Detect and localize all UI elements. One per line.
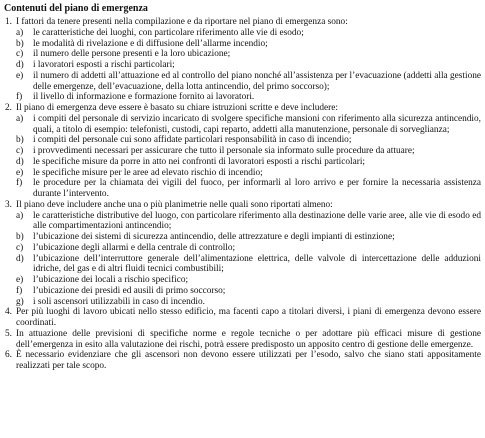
item-number: 1.: [5, 17, 12, 27]
sub-letter: e): [16, 275, 24, 285]
sub-item: [16, 28, 481, 39]
sub-letter: b): [16, 135, 24, 146]
sub-letter: d): [16, 253, 24, 264]
sub-letter: c): [16, 146, 24, 156]
item-text: Il piano deve includere anche una o più planimetrie nelle quali sono riportati almeno:: [16, 199, 333, 210]
sub-letter: d): [16, 156, 24, 167]
sub-text: i compiti del personale di servizio incaricato di svolgere specifiche mansioni con riferimento alla sicurezza antincendio, quali, a titolo di esempio: telefonisti, custodi, capi reparto, addetti alla manutenzione, personale di sorveglianza;: [33, 113, 481, 135]
list-item-6: [4, 350, 481, 372]
sub-letter: c): [16, 242, 24, 253]
sub-text: i lavoratori esposti a rischi particolari;: [33, 60, 175, 70]
sub-text: l’ubicazione dei sistemi di sicurezza antincendio, delle attrezzature e degli impianti di estinzione;: [33, 232, 395, 242]
item-number: 2.: [5, 103, 12, 113]
sub-letter: e): [16, 70, 24, 81]
sub-item: [16, 232, 481, 243]
sub-text: le caratteristiche dei luoghi, con particolare riferimento alle vie di esodo;: [33, 27, 304, 38]
list-item-3: [4, 200, 481, 211]
sub-letter: a): [16, 113, 24, 124]
sub-item: [16, 157, 481, 168]
sub-text: l’ubicazione dell’interruttore generale dell’alimentazione elettrica, delle valvole di intercettazione delle adduzioni idriche, del gas e di altri fluidi tecnici combustibili;: [33, 253, 481, 275]
item-text: In attuazione delle previsioni di specifiche norme e regole tecniche o per adottare più efficaci misure di gestione dell’emergenza in esito alla valutazione dei rischi, potrà essere predisposto un apposito centro di gestione delle emergenze.: [16, 328, 481, 350]
sub-item: [16, 60, 481, 71]
sub-letter: g): [16, 296, 24, 307]
item-number: 4.: [5, 307, 12, 318]
sub-text: i soli ascensori utilizzabili in caso di incendio.: [33, 296, 205, 307]
sub-item: [16, 297, 481, 308]
sub-letter: a): [16, 27, 24, 38]
sub-item: [16, 71, 481, 93]
sub-letter: d): [16, 60, 24, 70]
document-title: Contenuti del piano di emergenza: [4, 3, 148, 14]
sub-text: i provvedimenti necessari per assicurare che tutto il personale sia informato sulle procedure da attuare;: [33, 146, 415, 156]
sub-text: le procedure per la chiamata dei vigili del fuoco, per informarli al loro arrivo e per fornire la necessaria assistenza durante l’intervento.: [33, 178, 481, 199]
sub-item: [16, 254, 481, 276]
sub-item: [16, 114, 481, 136]
sub-text: il livello di informazione e formazione fornito ai lavoratori.: [33, 92, 255, 103]
sub-item: [16, 39, 481, 50]
sub-text: le caratteristiche distributive del luogo, con particolare riferimento alla destinazione delle varie aree, alle vie di esodo ed alle compartimentazioni antincendio;: [33, 210, 481, 232]
item-number: 3.: [5, 199, 12, 210]
sub-item: [16, 135, 481, 146]
list-item-5: [4, 329, 481, 351]
sub-letter: e): [16, 167, 24, 178]
sub-item: [16, 286, 481, 297]
item-text: Per più luoghi di lavoro ubicati nello stesso edificio, ma facenti capo a titolari diversi, i piani di emergenza devono essere coordinati.: [16, 307, 481, 328]
item-text: I fattori da tenere presenti nella compilazione e da riportare nel piano di emergenza sono:: [16, 17, 348, 27]
sub-letter: b): [16, 232, 24, 242]
sub-text: le modalità di rivelazione e di diffusione dell’allarme incendio;: [33, 38, 268, 49]
sub-item: [16, 178, 481, 200]
sub-item: [16, 275, 481, 286]
sub-letter: c): [16, 49, 24, 60]
list-item-2: [4, 103, 481, 114]
item-number: 5.: [5, 328, 12, 339]
sub-text: le specifiche misure per le aree ad elevato rischio di incendio;: [33, 167, 263, 178]
sub-text: l’ubicazione degli allarmi e della centrale di controllo;: [33, 242, 236, 253]
sub-item: [16, 146, 481, 157]
sub-item: [16, 168, 481, 179]
sub-text: le specifiche misure da porre in atto nei confronti di lavoratori esposti a rischi particolari;: [33, 156, 365, 167]
list-item-1: [4, 17, 481, 28]
sub-item: [16, 211, 481, 233]
sub-text: l’ubicazione dei presidi ed ausili di primo soccorso;: [33, 285, 226, 296]
sub-text: i compiti del personale cui sono affidate particolari responsabilità in caso di incendio;: [33, 135, 352, 146]
item-text: Il piano di emergenza deve essere è basato su chiare istruzioni scritte e deve includere:: [16, 103, 338, 113]
sub-item: [16, 243, 481, 254]
sub-letter: f): [16, 92, 23, 103]
list-item-4: [4, 307, 481, 329]
sub-letter: a): [16, 210, 24, 221]
sub-text: il numero di addetti all’attuazione ed al controllo del piano nonché all’assistenza per l’evacuazione (addetti alla gestione delle emergenze, dell’evacuazione, della lotta antincendio, del primo soccorso);: [33, 70, 481, 92]
sub-letter: f): [16, 285, 23, 296]
sub-item: [16, 49, 481, 60]
sub-item: [16, 92, 481, 103]
sub-text: l’ubicazione dei locali a rischio specifico;: [33, 275, 189, 285]
item-number: 6.: [5, 350, 12, 361]
sub-text: il numero delle persone presenti e la loro ubicazione;: [33, 49, 231, 60]
item-text: È necessario evidenziare che gli ascensori non devono essere utilizzati per l’esodo, salvo che siano stati appositamente realizzati per tale scopo.: [16, 350, 481, 371]
sub-letter: f): [16, 178, 23, 189]
sub-letter: b): [16, 38, 24, 49]
